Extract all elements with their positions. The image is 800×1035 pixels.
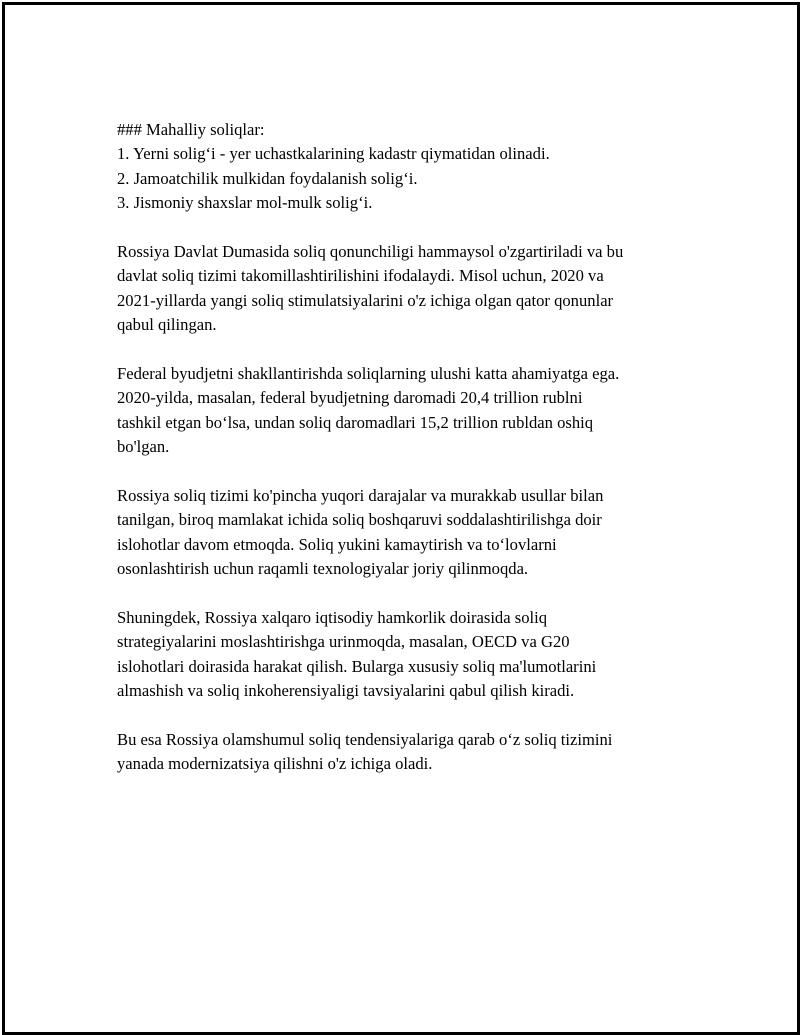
paragraph-line: islohotlari doirasida harakat qilish. Bularga xususiy soliq ma'lumotlarini	[117, 656, 597, 676]
paragraph-conclusion	[117, 728, 697, 777]
paragraph-line: davlat soliq tizimi takomillashtirilishini ifodalaydi. Misol uchun, 2020 va	[117, 266, 604, 286]
paragraph-line: yanada modernizatsiya qilishni o'z ichiga oladi.	[117, 754, 433, 774]
paragraph-duma	[117, 240, 697, 338]
paragraph-line: bo'lgan.	[117, 437, 170, 457]
section-heading: ### Mahalliy soliqlar:	[117, 120, 265, 139]
paragraph-line: Shuningdek, Rossiya xalqaro iqtisodiy hamkorlik doirasida soliq	[117, 608, 548, 628]
paragraph-tax-system	[117, 484, 697, 582]
paragraph-gap	[117, 338, 697, 362]
paragraph-line: 2020-yilda, masalan, federal byudjetning daromadi 20,4 trillion rublni	[117, 388, 583, 408]
paragraph-line: qabul qilingan.	[117, 315, 217, 335]
paragraph-line: Rossiya soliq tizimi ko'pincha yuqori darajalar va murakkab usullar bilan	[117, 486, 604, 506]
paragraph-line: Rossiya Davlat Dumasida soliq qonunchiligi hammaysol o'zgartiriladi va bu	[117, 242, 624, 262]
paragraph-international	[117, 606, 697, 704]
paragraph-line: Federal byudjetni shakllantirishda soliqlarning ulushi katta ahamiyatga ega.	[117, 364, 620, 384]
list-item: 1. Yerni solig‘i - yer uchastkalarining kadastr qiymatidan olinadi.	[117, 144, 550, 164]
paragraph-gap	[117, 216, 697, 240]
paragraph-line: almashish va soliq inkoherensiyaligi tavsiyalarini qabul qilish kiradi.	[117, 681, 575, 701]
paragraph-gap	[117, 460, 697, 484]
paragraph-line: strategiyalarini moslashtirishga urinmoqda, masalan, OECD va G20	[117, 632, 570, 652]
list-item: 3. Jismoniy shaxslar mol-mulk solig‘i.	[117, 193, 373, 213]
paragraph-federal-budget	[117, 362, 697, 460]
list-item: 2. Jamoatchilik mulkidan foydalanish solig‘i.	[117, 168, 418, 188]
paragraph-line: tashkil etgan bo‘lsa, undan soliq daromadlari 15,2 trillion rubldan oshiq	[117, 412, 594, 432]
paragraph-line: Bu esa Rossiya olamshumul soliq tendensiyalariga qarab o‘z soliq tizimini	[117, 730, 613, 750]
paragraph-line: tanilgan, biroq mamlakat ichida soliq boshqaruvi soddalashtirilishga doir	[117, 510, 602, 530]
paragraph-gap	[117, 704, 697, 728]
paragraph-line: islohotlar davom etmoqda. Soliq yukini kamaytirish va to‘lovlarni	[117, 534, 557, 554]
paragraph-gap	[117, 582, 697, 606]
document-body	[117, 118, 697, 777]
paragraph-line: 2021-yillarda yangi soliq stimulatsiyalarini o'z ichiga olgan qator qonunlar	[117, 290, 614, 310]
paragraph-line: osonlashtirish uchun raqamli texnologiyalar joriy qilinmoqda.	[117, 559, 529, 579]
